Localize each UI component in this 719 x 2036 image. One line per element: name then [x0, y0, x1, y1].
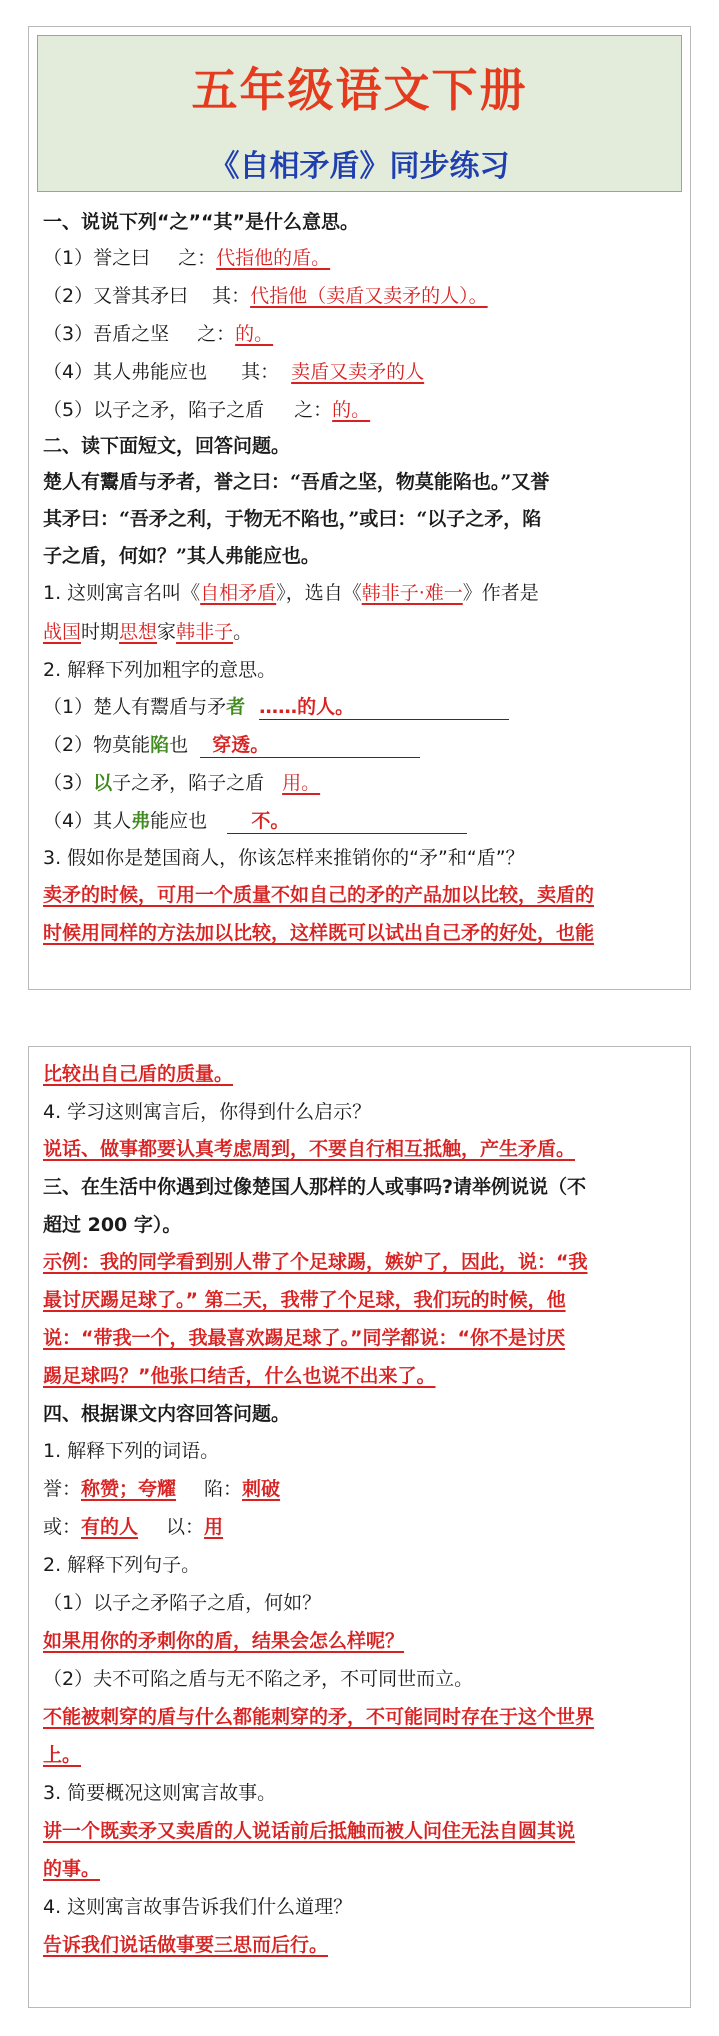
s2-q2-stem: 2. 解释下列加粗字的意思。: [43, 659, 277, 681]
item-phrase: 吾盾之坚: [93, 323, 170, 345]
item-number: （2）: [43, 734, 94, 756]
word-label: 或：: [43, 1516, 82, 1538]
item-text: 物莫能: [93, 734, 151, 756]
s4-q1-row-1: [43, 1476, 680, 1502]
s2-q3-answer-line-1: 卖矛的时候，可用一个质量不如自己的矛的产品加以比较，卖盾的: [43, 884, 595, 906]
item-answer: 用。: [282, 772, 321, 794]
item-answer: 穿透。: [212, 734, 270, 756]
page-subtitle: 《自相矛盾》同步练习: [209, 149, 510, 184]
item-number: （4）: [43, 361, 94, 383]
q1-answer-title: 自相矛盾: [200, 582, 277, 604]
item-char: 其：: [212, 285, 251, 307]
worksheet-page-1: [28, 26, 691, 990]
q1-text: 》，选自《: [276, 582, 362, 604]
item-phrase: 又誉其矛曰: [93, 285, 189, 307]
s2-q2-item-3: [43, 770, 680, 796]
item-text: 楚人有鬻盾与矛: [93, 696, 227, 718]
item-answer: 卖盾又卖矛的人: [291, 361, 425, 383]
s4-q3-answer-line-2: 的事。: [43, 1858, 101, 1880]
q1-answer-source: 韩非子·难一: [361, 582, 463, 604]
s4-q2-stem: 2. 解释下列句子。: [43, 1554, 201, 1576]
s2-q3-answer-line-3: 比较出自己盾的质量。: [43, 1063, 234, 1085]
s2-q2-item-2: [43, 732, 680, 758]
section-4-heading: 四、根据课文内容回答问题。: [43, 1403, 291, 1425]
section-3-heading-line-2: 超过 200 字）。: [43, 1214, 182, 1236]
item-phrase: 誉之曰: [93, 247, 151, 269]
passage-line-1: 楚人有鬻盾与矛者，誉之曰：“吾盾之坚，物莫能陷也。”又誉: [43, 471, 550, 493]
word-label: 陷：: [204, 1478, 243, 1500]
item-number: （3）: [43, 323, 94, 345]
word-answer: 用: [204, 1516, 224, 1538]
q1-text: 家: [157, 621, 177, 643]
s1-item-1: [43, 245, 680, 271]
section-3-heading-line-1: 三、在生活中你遇到过像楚国人那样的人或事吗?请举例说说（不: [43, 1176, 587, 1198]
q1-text: 。: [233, 621, 253, 643]
item-char: 之：: [197, 323, 236, 345]
word-answer: 刺破: [242, 1478, 281, 1500]
bold-char: 者: [226, 696, 246, 718]
s4-q2-sentence-2: （2）夫不可陷之盾与无不陷之矛，不可同世而立。: [43, 1668, 474, 1690]
item-number: （3）: [43, 772, 94, 794]
item-char: 之：: [178, 247, 217, 269]
bold-char: 以: [93, 772, 113, 794]
s4-q1-stem: 1. 解释下列的词语。: [43, 1440, 220, 1462]
passage-line-3: 子之盾，何如？”其人弗能应也。: [43, 545, 320, 567]
s4-q2-sentence-1: （1）以子之矛陷子之盾，何如？: [43, 1592, 322, 1614]
item-number: （5）: [43, 399, 94, 421]
item-number: （2）: [43, 285, 94, 307]
bold-char: 弗: [131, 810, 151, 832]
s4-q1-row-2: [43, 1514, 680, 1540]
s4-q4-stem: 4. 这则寓言故事告诉我们什么道理？: [43, 1896, 353, 1918]
item-answer: 的。: [332, 399, 371, 421]
section-2-heading: 二、读下面短文，回答问题。: [43, 435, 291, 457]
item-number: （1）: [43, 696, 94, 718]
s4-q2-answer-2-line-2: 上。: [43, 1744, 82, 1766]
q1-text: 》作者是: [462, 582, 539, 604]
s4-q4-answer: 告诉我们说话做事要三思而后行。: [43, 1934, 329, 1956]
s4-q2-answer-2-line-1: 不能被刺穿的盾与什么都能刺穿的矛，不可能同时存在于这个世界: [43, 1706, 595, 1728]
s2-q3-stem: 3. 假如你是楚国商人，你该怎样来推销你的“矛”和“盾”？: [43, 847, 525, 869]
bold-char: 陷: [150, 734, 170, 756]
s4-q2-answer-1: 如果用你的矛刺你的盾，结果会怎么样呢？: [43, 1630, 405, 1652]
worksheet-page-2: [28, 1046, 691, 2008]
item-text: 子之矛，陷子之盾: [112, 772, 265, 794]
s2-q2-item-4: [43, 808, 680, 834]
q1-answer-school: 思想: [119, 621, 158, 643]
s2-q4-stem: 4. 学习这则寓言后，你得到什么启示？: [43, 1101, 372, 1123]
q1-text: 时期: [81, 621, 120, 643]
q1-answer-era: 战国: [43, 621, 82, 643]
word-label: 以：: [166, 1516, 205, 1538]
section-1-heading: 一、说说下列“之”“其”是什么意思。: [43, 211, 359, 233]
item-phrase: 其人弗能应也: [93, 361, 208, 383]
item-answer: 的。: [235, 323, 274, 345]
s3-answer-line-4: 踢足球吗？”他张口结舌，什么也说不出来了。: [43, 1365, 436, 1387]
item-number: （1）: [43, 247, 94, 269]
s2-q1-line-1: [43, 580, 680, 606]
s3-answer-line-1: 示例：我的同学看到别人带了个足球踢，嫉妒了，因此，说：“我: [43, 1251, 588, 1273]
item-answer: ……的人。: [259, 696, 355, 718]
s2-q2-item-1: [43, 694, 680, 720]
item-text: 也: [169, 734, 189, 756]
s1-item-2: [43, 283, 680, 309]
s3-answer-line-3: 说：“带我一个，我最喜欢踢足球了。”同学都说：“你不是讨厌: [43, 1327, 565, 1349]
title-banner: [37, 35, 682, 192]
s1-item-4: [43, 359, 680, 385]
item-char: 其：: [241, 361, 280, 383]
word-answer: 有的人: [81, 1516, 139, 1538]
item-answer: 代指他（卖盾又卖矛的人）。: [250, 285, 488, 307]
item-text: 其人: [93, 810, 132, 832]
s1-item-3: [43, 321, 680, 347]
s2-q1-line-2: [43, 619, 680, 645]
word-label: 誉：: [43, 1478, 82, 1500]
word-answer: 称赞；夸耀: [81, 1478, 177, 1500]
item-answer: 代指他的盾。: [216, 247, 331, 269]
s1-item-5: [43, 397, 680, 423]
item-number: （4）: [43, 810, 94, 832]
page-title: 五年级语文下册: [191, 63, 528, 117]
q1-answer-author: 韩非子: [176, 621, 234, 643]
passage-line-2: 其矛曰：“吾矛之利，于物无不陷也，”或曰：“以子之矛，陷: [43, 508, 542, 530]
s4-q3-stem: 3. 简要概况这则寓言故事。: [43, 1782, 277, 1804]
item-phrase: 以子之矛，陷子之盾: [93, 399, 265, 421]
item-char: 之：: [294, 399, 333, 421]
s2-q3-answer-line-2: 时候用同样的方法加以比较，这样既可以试出自己矛的好处，也能: [43, 922, 595, 944]
s3-answer-line-2: 最讨厌踢足球了。” 第二天，我带了个足球，我们玩的时候，他: [43, 1289, 566, 1311]
item-text: 能应也: [150, 810, 208, 832]
item-answer: 不。: [251, 810, 290, 832]
s4-q3-answer-line-1: 讲一个既卖矛又卖盾的人说话前后抵触而被人问住无法自圆其说: [43, 1820, 576, 1842]
q1-text: 1. 这则寓言名叫《: [43, 582, 201, 604]
s2-q4-answer: 说话、做事都要认真考虑周到，不要自行相互抵触，产生矛盾。: [43, 1138, 576, 1160]
